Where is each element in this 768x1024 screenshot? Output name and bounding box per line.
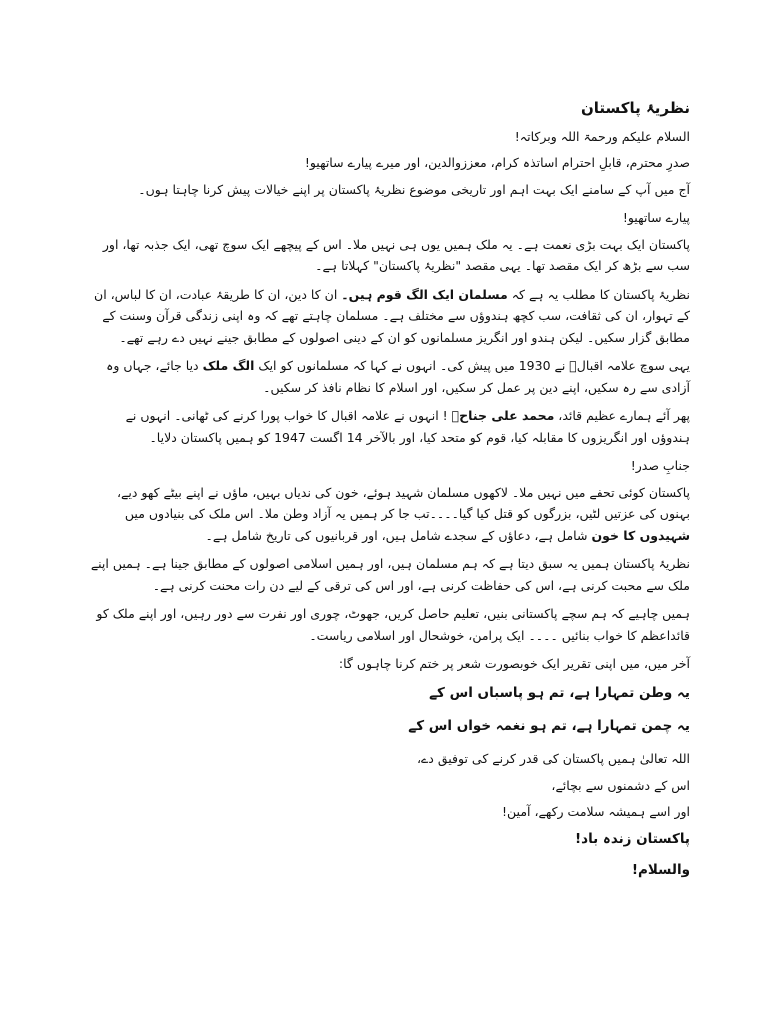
paragraph-jinnah-part-a: پھر آئے ہمارے عظیم قائد، [558,408,690,424]
highlight-jinnah: محمد علی جناحؒ [451,408,555,424]
paragraph-lesson: نظریۂ پاکستان ہمیں یہ سبق دیتا ہے کہ ہم مسلمان ہیں، اور ہمیں اسلامی اصولوں کے مطابق جینا ہے۔ ہمیں اپنے ملک سے محبت کرنی ہے، اس کی حفاظت کرنی ہے، اور اس کی ترقی کے لیے دن رات محنت کرنی ہے۔ [90,556,690,593]
highlight-separate-country: الگ ملک [202,358,255,374]
paragraph-conclusion: آخر میں، میں اپنی تقریر ایک خوبصورت شعر پر ختم کرنا چاہوں گا: [338,656,690,672]
paragraph-meaning [86,284,690,349]
page-title: نظریۂ پاکستان [580,99,690,117]
poem-line-1: یہ وطن تمہارا ہے، تم ہو پاسباں اس کے [429,684,690,701]
paragraph-iqbal [86,355,690,398]
highlight-martyrs-blood: شہیدوں کا خون [591,527,690,543]
paragraph-jinnah-part-c: ! انہوں نے علامہ اقبال کا خواب پورا کرنے کی ٹھانی۔ انہوں نے ہندوؤں اور انگریزوں کا مقابلہ کیا، قوم کو متحد کیا، اور بالآخر 14 اگست 1947 کو ہمیں پاکستان دلایا۔ [125,408,690,445]
poem-line-2: یہ چمن تمہارا ہے، تم ہو نغمہ خواں اس کے [408,718,690,735]
paragraph-sacrifice-part-a: پاکستان کوئی تحفے میں نہیں ملا۔ لاکھوں مسلمان شہید ہوئے، خون کی ندیاں بہیں، ماؤں نے اپنے بیٹے کھو دیے، بہنوں کی عزتیں لٹیں، بزرگوں کو قتل کیا گیا۔۔۔۔تب جا کر ہمیں یہ آزاد وطن ملا۔ اس ملک کی بنیادوں میں [117,484,690,522]
paragraph-duty: ہمیں چاہیے کہ ہم سچے پاکستانی بنیں، تعلیم حاصل کریں، جھوٹ، چوری اور نفرت سے دور رہیں، اور اپنے ملک کو قائداعظم کا خواب بنائیں ۔۔۔۔ ایک پرامن، خوشحال اور اسلامی ریاست۔ [96,606,690,643]
paragraph-sacrifice-part-c: شامل ہے، دعاؤں کے سجدے شامل ہیں، اور قربانیوں کی تاریخ شامل ہے۔ [205,527,588,543]
prayer-line-3: اور اسے ہمیشہ سلامت رکھے، آمین! [502,804,690,820]
prayer-line-1: اللہ تعالیٰ ہمیں پاکستان کی قدر کرنے کی توفیق دے، [416,751,690,767]
closing-farewell: والسلام! [631,861,690,878]
address-friends: پیارے ساتھیو! [622,210,690,226]
paragraph-meaning-part-a: نظریۂ پاکستان کا مطلب یہ ہے کہ [511,286,690,302]
paragraph-sacrifice [86,482,690,547]
paragraph-iqbal-part-c: دیا جائے، جہاں وہ آزادی سے رہ سکیں، اپنے دین پر عمل کر سکیں، اور اسلام کا نظام نافذ کر سکیں۔ [106,358,690,395]
intro-paragraph: آج میں آپ کے سامنے ایک بہت اہم اور تاریخی موضوع نظریۂ پاکستان پر اپنے خیالات پیش کرنا چاہتا ہوں۔ [138,181,690,197]
address-president: جنابِ صدر! [630,458,690,474]
closing-slogan: پاکستان زندہ باد! [574,830,690,847]
highlight-separate-nation: مسلمان ایک الگ قوم ہیں۔ [341,286,508,302]
paragraph-iqbal-part-a: یہی سوچ علامہ اقبالؒ نے 1930 میں پیش کی۔ انہوں نے کہا کہ مسلمانوں کو ایک [258,358,690,374]
paragraph-jinnah [86,405,690,448]
speech-body [86,96,690,890]
prayer-line-2: اس کے دشمنوں سے بچائے، [551,777,690,793]
paragraph-meaning-part-c: ان کا دین، ان کا طریقۂ عبادت، ان کا لباس، ان کے تہوار، ان کی ثقافت، سب کچھ ہندوؤں سے مختلف ہے۔ مسلمان چاہتے تھے کہ وہ اپنی زندگی قرآن وسنت کے مطابق گزار سکیں۔ لیکن ہندو اور انگریز مسلمانوں کو ان کے دینی اصولوں کے مطابق جینے نہیں دے رہے تھے۔ [94,286,690,345]
paragraph-blessing: پاکستان ایک بہت بڑی نعمت ہے۔ یہ ملک ہمیں یوں ہی نہیں ملا۔ اس کے پیچھے ایک سوچ تھی، ایک جذبہ تھا، اور سب سے بڑھ کر ایک مقصد تھا۔ یہی مقصد "نظریۂ پاکستان" کہلاتا ہے۔ [102,236,690,274]
greeting-salam: السلام علیکم ورحمۃ اللہ وبرکاتہ! [514,128,690,144]
greeting-audience: صدرِ محترم، قابلِ احترام اساتذہ کرام، معززوالدین، اور میرے پیارے ساتھیو! [304,155,690,171]
